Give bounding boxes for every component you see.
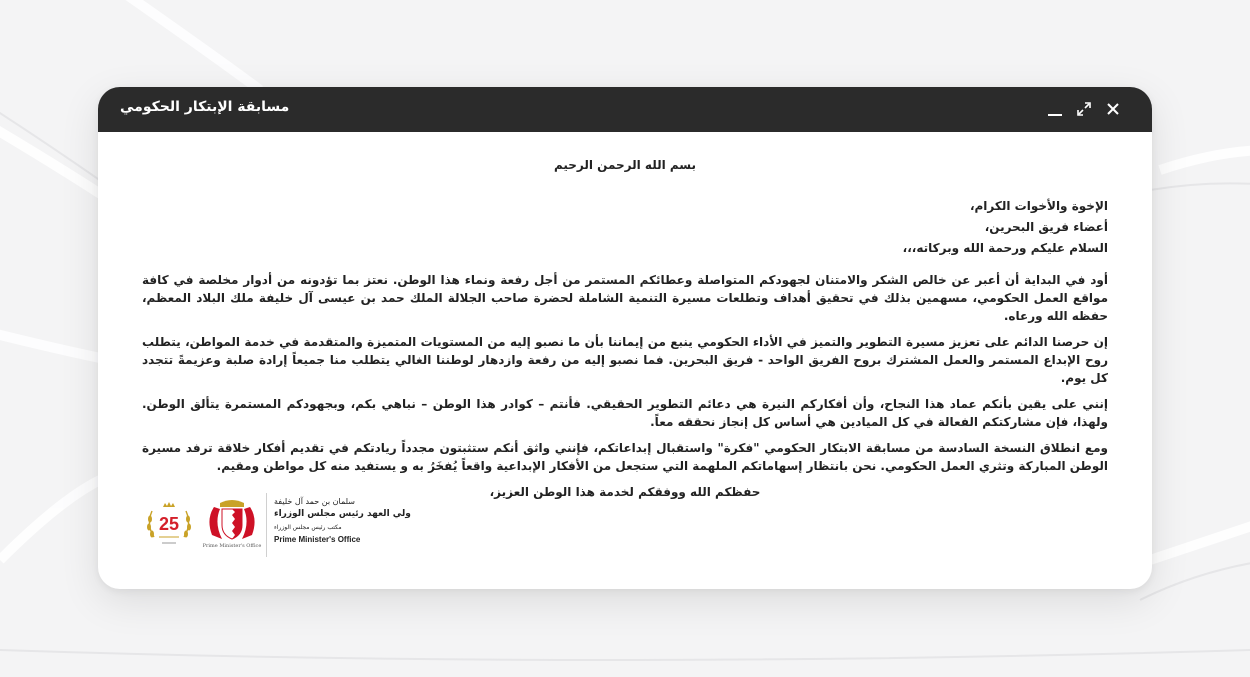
footer-divider <box>266 493 267 557</box>
signatory-position: ولي العهد رئيس مجلس الوزراء <box>274 509 411 519</box>
signature-block <box>274 497 414 544</box>
close-icon <box>1101 97 1125 121</box>
basmala: بسم الله الرحمن الرحيم <box>553 158 697 172</box>
signature-footer <box>144 487 414 567</box>
office-name-english: Prime Minister's Office <box>274 535 361 544</box>
greeting-block <box>142 196 1108 259</box>
message-dialog <box>98 87 1152 589</box>
dialog-title: مسابقة الإبتكار الحكومي <box>120 99 290 115</box>
letter-paragraph: إنني على يقين بأنكم عماد هذا النجاح، وأن أفكاركم النيرة هي دعائم التطوير الحقيقي. فأنتم – كوادر هذا الوطن – نباهي بكم، وبجهودكم المستمرة يتألق الوطن. ولهذا، فإن مشاركتكم الفعالة في كل الميادين هي أساس كل إنجاز نحققه معاً. <box>142 397 1108 429</box>
minimize-button[interactable] <box>1043 97 1067 121</box>
greeting-line: الإخوة والأخوات الكرام، <box>969 199 1108 213</box>
dialog-titlebar <box>98 87 1152 132</box>
crest-caption: Prime Minister's Office <box>202 543 262 549</box>
minimize-icon <box>1043 97 1067 121</box>
letter-body <box>142 153 1108 501</box>
anniversary-number: 25 <box>158 514 180 534</box>
expand-button[interactable] <box>1072 97 1096 121</box>
close-button[interactable] <box>1101 97 1125 121</box>
greeting-line: أعضاء فريق البحرين، <box>984 220 1108 234</box>
letter-paragraph: أود في البداية أن أعبر عن خالص الشكر والامتنان لجهودكم المتواصلة وعطائكم المستمر من أجل رفعة ونماء هذا الوطن. نعتز بما تؤدونه من أدوار مخلصة في كافة مواقع العمل الحكومي، مسهمين بذلك في تحقيق أهداف وتطلعات مسيرة التنمية الشاملة لحضرة صاحب الجلالة الملك حمد بن عيسى آل خليفة ملك البلاد المعظم، حفظه الله ورعاه. <box>142 273 1108 323</box>
letter-paragraph: إن حرصنا الدائم على تعزيز مسيرة التطوير والتميز في الأداء الحكومي ينبع من إيماننا بأن ما نصبو إليه من المستويات المتميزة والمتقدمة في خدمة المواطن، يتطلب روح الإبداع المستمر والعمل المشترك بروح الفريق الواحد - فريق البحرين. فما نصبو إليه من رفعة وازدهار لوطننا الغالي يتطلب منا جميعاً إرادة صلبة وعزيمةً تتجدد كل يوم. <box>142 335 1108 385</box>
signatory-name: سلمان بن حمد آل خليفة <box>274 497 355 506</box>
greeting-line: السلام عليكم ورحمة الله وبركاته،،، <box>902 241 1108 255</box>
office-name-arabic: مكتب رئيس مجلس الوزراء <box>274 524 342 531</box>
letter-paragraph: ومع انطلاق النسخة السادسة من مسابقة الابتكار الحكومي "فكرة" واستقبال إبداعاتكم، فإنني واثق أنكم ستثبتون مجدداً ريادتكم في تقديم أفكار خلاقة ترفد مسيرة الوطن المباركة وتثري العمل الحكومي. نحن بانتظار إسهاماتكم الملهمة التي ستجعل من الأفكار الإبداعية واقعاً يُفخَرُ به و يستفيد منه كل مواطن ومقيم. <box>142 441 1108 473</box>
expand-icon <box>1072 97 1096 121</box>
closing-line: حفظكم الله ووفقكم لخدمة هذا الوطن العزيز، <box>489 485 761 499</box>
anniversary-logo <box>144 497 194 555</box>
